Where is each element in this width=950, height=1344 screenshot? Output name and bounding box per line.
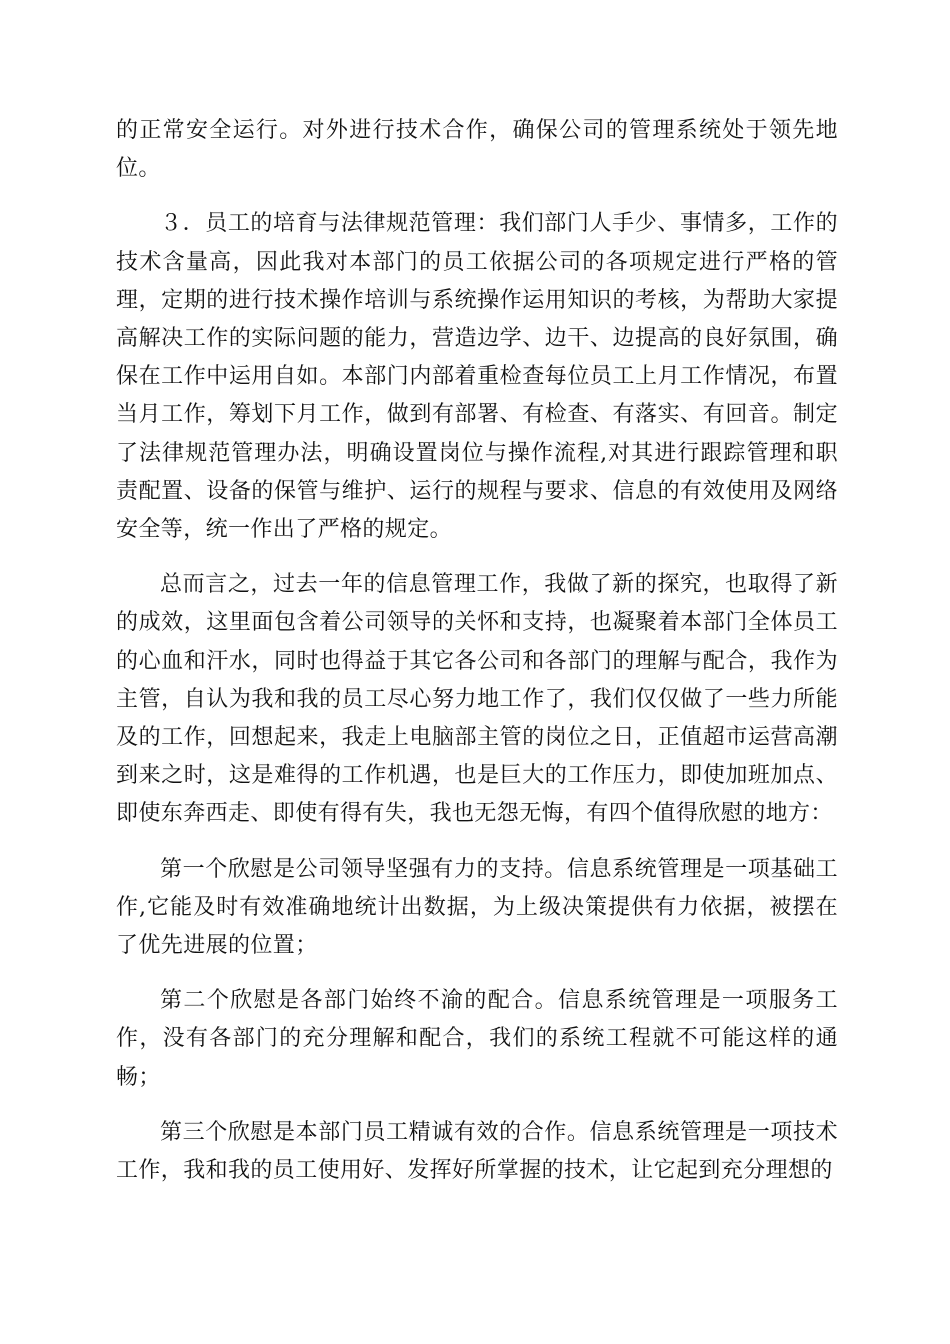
paragraph-continuation: 的正常安全运行。对外进行技术合作，确保公司的管理系统处于领先地位。: [116, 118, 838, 182]
paragraph-summary: 总而言之，过去一年的信息管理工作，我做了新的探究，也取得了新的成效，这里面包含着公司领导的关怀和支持，也凝聚着本部门全体员工的心血和汗水，同时也得益于其它各公司和各部门的理解与配合，我作为主管，自认为我和我的员工尽心努力地工作了，我们仅仅做了一些力所能及的工作，回想起来，我走上电脑部主管的岗位之日，正值超市运营高潮到来之时，这是难得的工作机遇，也是巨大的工作压力，即使加班加点、即使东奔西走、即使有得有失，我也无怨无悔，有四个值得欣慰的地方：: [116, 572, 838, 827]
paragraph-staff-training: ３．员工的培育与法律规范管理：我们部门人手少、事情多，工作的技术含量高，因此我对本部门的员工依据公司的各项规定进行严格的管理，定期的进行技术操作培训与系统操作运用知识的考核，为帮助大家提高解决工作的实际问题的能力，营造边学、边干、边提高的良好氛围，确保在工作中运用自如。本部门内部着重检查每位员工上月工作情况，布置当月工作，筹划下月工作，做到有部署、有检查、有落实、有回音。制定了法律规范管理办法，明确设置岗位与操作流程,对其进行跟踪管理和职责配置、设备的保管与维护、运行的规程与要求、信息的有效使用及网络安全等，统一作出了严格的规定。: [116, 211, 838, 543]
document-body: [116, 112, 838, 1190]
paragraph-first-comfort: 第一个欣慰是公司领导坚强有力的支持。信息系统管理是一项基础工作,它能及时有效准确地统计出数据，为上级决策提供有力依据，被摆在了优先进展的位置；: [116, 856, 838, 959]
paragraph-second-comfort: 第二个欣慰是各部门始终不渝的配合。信息系统管理是一项服务工作，没有各部门的充分理解和配合，我们的系统工程就不可能这样的通畅；: [116, 988, 838, 1090]
paragraph-third-comfort: 第三个欣慰是本部门员工精诚有效的合作。信息系统管理是一项技术工作，我和我的员工使用好、发挥好所掌握的技术，让它起到充分理想的: [116, 1119, 838, 1184]
